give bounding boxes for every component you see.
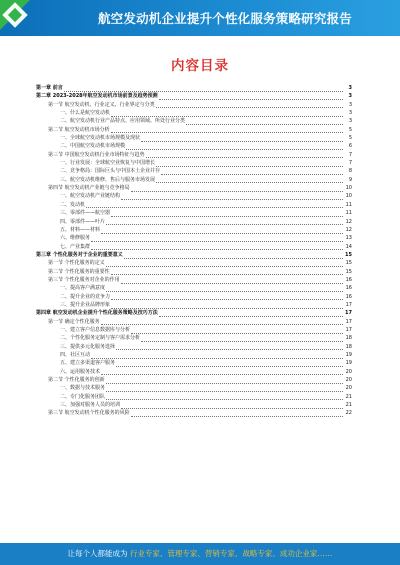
toc-entry-text: 第一节 确定个性化服务	[48, 318, 100, 325]
toc-entry-text: 第三节 中国航空发动机行业市场特征与趋势	[48, 151, 145, 158]
toc-entry-page: 15	[345, 251, 352, 258]
toc-entry-page: 12	[345, 218, 352, 225]
toc-leader-dots	[159, 312, 343, 317]
toc-entry[interactable]	[36, 84, 352, 92]
toc-leader-dots	[106, 395, 343, 400]
toc-entry-page: 20	[345, 368, 352, 375]
footer-slogan-prefix: 让每个人都能成为	[67, 549, 128, 558]
toc-leader-dots	[106, 220, 343, 225]
toc-leader-dots	[111, 304, 343, 309]
toc-entry-page: 14	[345, 243, 352, 250]
toc-entry[interactable]	[36, 234, 352, 242]
toc-entry[interactable]	[36, 409, 352, 417]
toc-entry-text: 第一节 航空发动机、行业定义、行业界定与分类	[48, 101, 155, 108]
toc-leader-dots	[106, 262, 343, 267]
toc-entry-text: 三、提升企业品牌形象	[60, 301, 111, 308]
toc-leader-dots	[146, 153, 343, 158]
toc-entry-page: 17	[345, 301, 352, 308]
toc-entry-page: 20	[345, 385, 352, 392]
toc-entry[interactable]	[36, 101, 352, 109]
toc-entry[interactable]	[36, 134, 352, 142]
toc-leader-dots	[141, 337, 343, 342]
toc-title: 内容目录	[171, 58, 229, 74]
toc-leader-dots	[126, 145, 343, 150]
toc-entry-page: 10	[345, 185, 352, 192]
toc-entry-page: 3	[348, 93, 352, 100]
toc-entry-text: 第三节 个性化服务对企业的作用	[48, 276, 120, 283]
toc-entry-text: 一、行业发展：全球航空业恢复与中国增长	[60, 160, 156, 167]
footer-slogan-highlight: 行业专家、管理专家、营销专家、战略专家、成功企业家……	[129, 549, 333, 558]
toc-leader-dots	[131, 187, 343, 192]
toc-leader-dots	[131, 412, 343, 417]
toc-entry[interactable]	[36, 192, 352, 200]
toc-leader-dots	[186, 120, 343, 125]
toc-leader-dots	[111, 295, 343, 300]
toc-entry-text: 七、产业集群	[60, 243, 91, 250]
toc-entry-text: 二、竞争格局：国际巨头与中国本土企业并存	[60, 168, 161, 175]
toc-entry[interactable]	[36, 268, 352, 276]
toc-entry-page: 3	[348, 110, 352, 117]
toc-entry-text: 三、加强对服务人员的培训	[60, 402, 121, 409]
toc-entry[interactable]	[36, 376, 352, 384]
toc-entry-text: 第四章 航空发动机企业提升个性化服务策略及技巧方法	[36, 310, 158, 317]
toc-entry-text: 一、航空发动机产业链结构	[60, 193, 121, 200]
toc-entry-page: 17	[345, 318, 352, 325]
toc-leader-dots	[156, 103, 343, 108]
toc-entry-page: 21	[345, 393, 352, 400]
toc-entry-text: 二、专门化服务团队	[60, 393, 106, 400]
toc-entry-text: 三、零部件——航空器	[60, 210, 111, 217]
toc-entry[interactable]	[36, 384, 352, 392]
toc-leader-dots	[106, 287, 343, 292]
toc-entry[interactable]	[36, 201, 352, 209]
toc-entry-text: 第三节 航空发动机个性化服务的风险	[48, 410, 130, 417]
toc-entry-text: 六、维修服务	[60, 235, 91, 242]
toc-entry-text: 一、建立客户信息数据库与分析	[60, 326, 131, 333]
toc-entry-text: 第二节 航空发动机市场分析	[48, 126, 110, 133]
toc-entry-page: 9	[348, 176, 352, 183]
toc-entry[interactable]	[36, 117, 352, 125]
toc-entry-page: 15	[345, 268, 352, 275]
toc-entry-page: 16	[345, 285, 352, 292]
toc-entry-page: 10	[345, 193, 352, 200]
toc-leader-dots	[101, 320, 343, 325]
toc-entry[interactable]	[36, 318, 352, 326]
toc-entry[interactable]	[36, 109, 352, 117]
toc-leader-dots	[91, 237, 343, 242]
toc-leader-dots	[121, 195, 343, 200]
toc-entry-page: 18	[345, 335, 352, 342]
toc-entry[interactable]	[36, 151, 352, 159]
toc-entry[interactable]	[36, 226, 352, 234]
toc-entry-text: 二、发动机	[60, 201, 86, 208]
toc-entry[interactable]	[36, 401, 352, 409]
toc-entry-text: 五、建立多渠道客户服务	[60, 360, 116, 367]
toc-entry[interactable]	[36, 293, 352, 301]
toc-entry-text: 第一章 前言	[36, 85, 63, 91]
toc-entry[interactable]	[36, 284, 352, 292]
toc-entry-text: 第二章 2023-2028年航空发动机市场前景及趋势预测	[36, 93, 158, 100]
toc-entry-text: 二、中国航空发动机市场规模	[60, 143, 126, 150]
toc-leader-dots	[111, 270, 343, 275]
toc-entry[interactable]	[36, 243, 352, 251]
footer-slogan	[0, 548, 400, 559]
toc-entry-page: 7	[348, 151, 352, 158]
toc-entry[interactable]	[36, 159, 352, 167]
toc-entry-text: 五、材料——材料	[60, 226, 101, 233]
toc-entry[interactable]	[36, 176, 352, 184]
toc-entry-page: 13	[345, 235, 352, 242]
toc-entry-text: 一、什么是航空发动机	[60, 110, 111, 117]
toc-entry-page: 11	[345, 201, 352, 208]
toc-entry-page: 18	[345, 343, 352, 350]
toc-leader-dots	[121, 404, 343, 409]
toc-entry[interactable]	[36, 359, 352, 367]
toc-leader-dots	[86, 203, 343, 208]
toc-entry-text: 三、提供多元化服务选择	[60, 343, 116, 350]
toc-entry[interactable]	[36, 167, 352, 175]
toc-leader-dots	[124, 254, 343, 259]
toc-entry[interactable]	[36, 301, 352, 309]
toc-entry[interactable]	[36, 218, 352, 226]
toc-entry-text: 第三章 个性化服务对于企业的重要意义	[36, 251, 123, 258]
toc-leader-dots	[111, 112, 343, 117]
toc-entry[interactable]	[36, 126, 352, 134]
toc-leader-dots	[106, 387, 343, 392]
toc-entry-page: 5	[348, 135, 352, 142]
toc-entry-text: 四、零部件——叶片	[60, 218, 106, 225]
toc-entry[interactable]	[36, 184, 352, 192]
toc-leader-dots	[64, 87, 343, 92]
toc-entry-page: 19	[345, 360, 352, 367]
toc-entry-page: 7	[348, 160, 352, 167]
toc-entry-text: 第四节 航空发动机产业链与竞争格局	[48, 185, 130, 192]
table-of-contents	[36, 84, 352, 418]
toc-entry-text: 四、社区互动	[60, 352, 91, 358]
toc-entry[interactable]	[36, 326, 352, 334]
toc-leader-dots	[116, 362, 343, 367]
toc-leader-dots	[111, 128, 343, 133]
toc-entry-page: 8	[348, 168, 352, 175]
toc-leader-dots	[101, 229, 343, 234]
toc-entry-text: 第一节 个性化服务的定义	[48, 260, 105, 267]
toc-leader-dots	[91, 354, 343, 359]
report-title: 航空发动机企业提升个性化服务策略研究报告	[97, 11, 352, 26]
toc-entry-page: 12	[345, 226, 352, 233]
toc-leader-dots	[159, 95, 343, 100]
toc-entry-page: 3	[348, 85, 352, 91]
toc-entry-page: 20	[345, 377, 352, 384]
toc-entry-page: 22	[345, 410, 352, 417]
toc-entry[interactable]	[36, 393, 352, 401]
toc-leader-dots	[121, 279, 343, 284]
toc-entry-text: 二、提升企业的竞争力	[60, 293, 111, 300]
toc-entry[interactable]	[36, 259, 352, 267]
toc-entry-text: 第二节 个性化服务的重要性	[48, 268, 110, 275]
toc-entry-page: 21	[345, 402, 352, 409]
toc-entry[interactable]	[36, 209, 352, 217]
toc-entry-text: 一、提高客户满意度	[60, 285, 106, 292]
toc-entry[interactable]	[36, 351, 352, 359]
toc-entry[interactable]	[36, 343, 352, 351]
toc-leader-dots	[161, 170, 343, 175]
toc-entry-text: 第二节 个性化服务的创新	[48, 377, 105, 384]
toc-entry-page: 17	[345, 310, 352, 317]
toc-entry-text: 六、运用服务技术	[60, 368, 101, 375]
toc-entry[interactable]	[36, 309, 352, 317]
toc-entry-page: 19	[345, 352, 352, 358]
toc-leader-dots	[141, 137, 343, 142]
toc-entry[interactable]	[36, 92, 352, 100]
footer-bar	[0, 543, 400, 565]
toc-entry-page: 11	[345, 210, 352, 217]
toc-entry-text: 一、数据与技术服务	[60, 385, 106, 392]
toc-entry-text: 三、航空发动机维修、售后与服务市场发展	[60, 176, 156, 183]
toc-leader-dots	[106, 379, 343, 384]
toc-leader-dots	[91, 245, 343, 250]
toc-leader-dots	[131, 329, 343, 334]
header-bar	[0, 0, 400, 36]
toc-leader-dots	[111, 212, 343, 217]
toc-entry-text: 二、个性化服务定制与客户需求分析	[60, 335, 141, 342]
toc-entry[interactable]	[36, 276, 352, 284]
toc-entry-page: 15	[345, 260, 352, 267]
toc-entry[interactable]	[36, 334, 352, 342]
toc-leader-dots	[156, 178, 343, 183]
toc-entry-text: 一、全球航空发动机市场规模及现状	[60, 135, 141, 142]
toc-leader-dots	[101, 370, 343, 375]
toc-entry-text: 二、航空发动机行业产品特点、应用领域、所处行业分类	[60, 118, 186, 125]
toc-entry-page: 5	[348, 126, 352, 133]
toc-entry-page: 3	[348, 101, 352, 108]
toc-entry[interactable]	[36, 368, 352, 376]
toc-entry[interactable]	[36, 251, 352, 259]
toc-leader-dots	[116, 345, 343, 350]
toc-entry-page: 16	[345, 276, 352, 283]
toc-entry-page: 17	[345, 326, 352, 333]
toc-leader-dots	[156, 162, 343, 167]
toc-entry[interactable]	[36, 142, 352, 150]
toc-entry-page: 16	[345, 293, 352, 300]
toc-entry-page: 6	[348, 143, 352, 150]
toc-entry-page: 3	[348, 118, 352, 125]
